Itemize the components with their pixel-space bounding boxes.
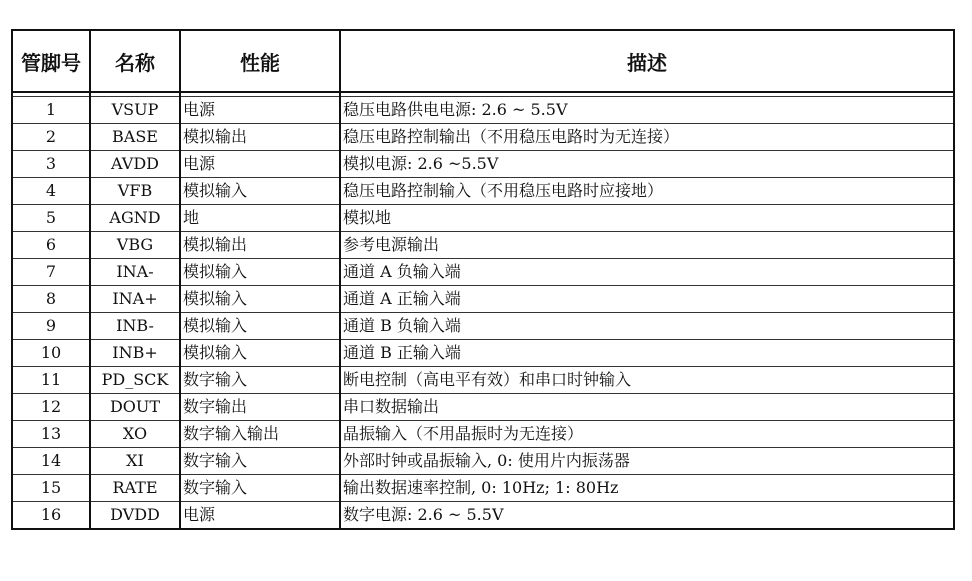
- table-row: [12, 232, 954, 259]
- cell-desc: 通道 B 负输入端: [340, 313, 954, 340]
- table-body: [12, 92, 954, 529]
- cell-pin: 15: [12, 475, 90, 502]
- pin-table-container: [11, 29, 953, 530]
- cell-name: DOUT: [90, 394, 180, 421]
- cell-desc: 稳压电路供电电源: 2.6 ~ 5.5V: [340, 97, 954, 124]
- header-type: 性能: [180, 30, 340, 92]
- cell-name: INB-: [90, 313, 180, 340]
- cell-name: VBG: [90, 232, 180, 259]
- cell-desc: 数字电源: 2.6 ~ 5.5V: [340, 502, 954, 530]
- cell-desc: 模拟电源: 2.6 ~5.5V: [340, 151, 954, 178]
- cell-name: VFB: [90, 178, 180, 205]
- table-row: [12, 394, 954, 421]
- cell-name: XO: [90, 421, 180, 448]
- cell-type: 数字输入: [180, 475, 340, 502]
- table-row: [12, 178, 954, 205]
- cell-pin: 4: [12, 178, 90, 205]
- cell-desc: 通道 B 正输入端: [340, 340, 954, 367]
- cell-type: 数字输入: [180, 367, 340, 394]
- table-row: [12, 502, 954, 530]
- cell-type: 模拟输入: [180, 313, 340, 340]
- cell-type: 电源: [180, 151, 340, 178]
- cell-type: 电源: [180, 502, 340, 530]
- cell-desc: 晶振输入（不用晶振时为无连接）: [340, 421, 954, 448]
- cell-desc: 断电控制（高电平有效）和串口时钟输入: [340, 367, 954, 394]
- cell-name: INA+: [90, 286, 180, 313]
- cell-pin: 1: [12, 97, 90, 124]
- table-row: [12, 286, 954, 313]
- cell-pin: 9: [12, 313, 90, 340]
- table-row: [12, 421, 954, 448]
- cell-name: DVDD: [90, 502, 180, 530]
- table-row: [12, 151, 954, 178]
- cell-desc: 输出数据速率控制, 0: 10Hz; 1: 80Hz: [340, 475, 954, 502]
- table-row: [12, 124, 954, 151]
- cell-type: 地: [180, 205, 340, 232]
- cell-pin: 3: [12, 151, 90, 178]
- cell-type: 数字输入: [180, 448, 340, 475]
- cell-pin: 14: [12, 448, 90, 475]
- cell-pin: 12: [12, 394, 90, 421]
- header-pin: 管脚号: [12, 30, 90, 92]
- table-row: [12, 313, 954, 340]
- cell-type: 模拟输入: [180, 178, 340, 205]
- table-row: [12, 367, 954, 394]
- cell-desc: 外部时钟或晶振输入, 0: 使用片内振荡器: [340, 448, 954, 475]
- table-row: [12, 205, 954, 232]
- table-row: [12, 97, 954, 124]
- cell-pin: 5: [12, 205, 90, 232]
- cell-type: 模拟输出: [180, 232, 340, 259]
- cell-desc: 稳压电路控制输出（不用稳压电路时为无连接）: [340, 124, 954, 151]
- cell-name: INB+: [90, 340, 180, 367]
- cell-pin: 11: [12, 367, 90, 394]
- cell-pin: 8: [12, 286, 90, 313]
- cell-type: 数字输入输出: [180, 421, 340, 448]
- cell-name: XI: [90, 448, 180, 475]
- cell-name: RATE: [90, 475, 180, 502]
- table-header-row: [12, 30, 954, 92]
- cell-name: BASE: [90, 124, 180, 151]
- cell-name: AVDD: [90, 151, 180, 178]
- cell-pin: 7: [12, 259, 90, 286]
- cell-name: INA-: [90, 259, 180, 286]
- cell-type: 模拟输出: [180, 124, 340, 151]
- cell-pin: 6: [12, 232, 90, 259]
- header-desc: 描述: [340, 30, 954, 92]
- table-row: [12, 448, 954, 475]
- cell-name: VSUP: [90, 97, 180, 124]
- cell-pin: 10: [12, 340, 90, 367]
- table-row: [12, 340, 954, 367]
- cell-type: 数字输出: [180, 394, 340, 421]
- cell-desc: 稳压电路控制输入（不用稳压电路时应接地）: [340, 178, 954, 205]
- cell-desc: 模拟地: [340, 205, 954, 232]
- cell-desc: 通道 A 正输入端: [340, 286, 954, 313]
- cell-desc: 串口数据输出: [340, 394, 954, 421]
- table-row: [12, 259, 954, 286]
- cell-pin: 2: [12, 124, 90, 151]
- header-name: 名称: [90, 30, 180, 92]
- cell-pin: 16: [12, 502, 90, 530]
- pin-table: [11, 29, 955, 530]
- cell-type: 模拟输入: [180, 286, 340, 313]
- cell-pin: 13: [12, 421, 90, 448]
- cell-desc: 通道 A 负输入端: [340, 259, 954, 286]
- cell-type: 模拟输入: [180, 259, 340, 286]
- cell-desc: 参考电源输出: [340, 232, 954, 259]
- cell-type: 模拟输入: [180, 340, 340, 367]
- cell-name: AGND: [90, 205, 180, 232]
- table-row: [12, 475, 954, 502]
- cell-type: 电源: [180, 97, 340, 124]
- cell-name: PD_SCK: [90, 367, 180, 394]
